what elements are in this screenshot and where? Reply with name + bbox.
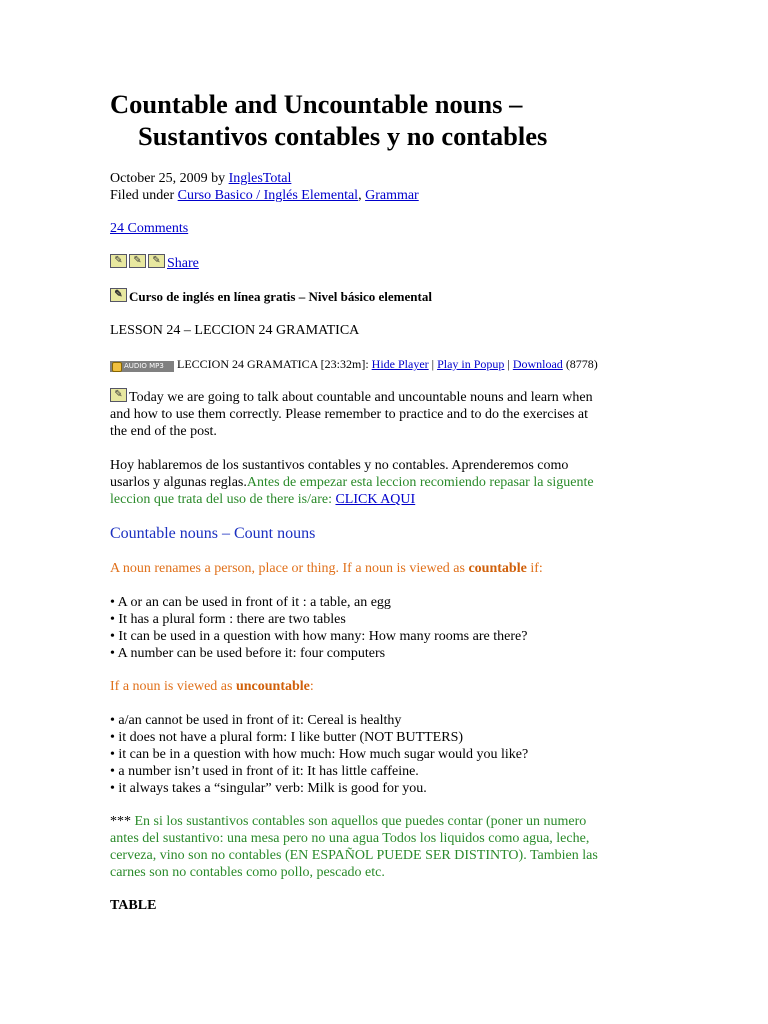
- post-date-line: [110, 170, 291, 187]
- uncountable-bullet: • a number isn’t used in front of it: It has little caffeine.: [110, 764, 419, 779]
- uncountable-bullet: • it can be in a question with how much: How much sugar would you like?: [110, 747, 529, 762]
- share-line: [110, 254, 199, 272]
- category-link-basico[interactable]: Curso Basico / Inglés Elemental: [177, 188, 359, 203]
- note-stars: ***: [110, 814, 131, 829]
- intro-en-line3: the end of the post.: [110, 424, 217, 439]
- intro-es-line2: [110, 474, 594, 491]
- share-icon[interactable]: ✎: [148, 254, 165, 268]
- countable-bullet: • It can be used in a question with how many: How many rooms are there?: [110, 629, 528, 644]
- note-line1: [110, 813, 586, 830]
- audio-player-line: [110, 357, 598, 372]
- table-heading: TABLE: [110, 898, 157, 913]
- uncountable-intro-post: :: [309, 679, 314, 694]
- hide-player-link[interactable]: Hide Player: [371, 357, 429, 371]
- intro-es-green2: Antes de empezar esta leccion recomiendo repasar la siguente: [246, 475, 594, 490]
- article-title-line2: Sustantivos contables y no contables: [138, 121, 548, 151]
- filed-under-line: [110, 187, 419, 204]
- share-icon[interactable]: ✎: [129, 254, 146, 268]
- intro-es-line3: [110, 491, 415, 508]
- share-link[interactable]: Share: [167, 256, 199, 271]
- countable-intro-post: if:: [526, 561, 543, 576]
- pencil-icon: ✎: [110, 288, 127, 302]
- countable-intro: [110, 560, 543, 577]
- audio-mp3-icon[interactable]: AUDIO MP3: [110, 361, 174, 372]
- intro-es-green3: leccion que trata del uso de there is/are:: [110, 492, 336, 507]
- note-line3: cerveza, vino son no contables (EN ESPAÑOL PUEDE SER DISTINTO). Tambien las: [110, 848, 598, 863]
- play-popup-link[interactable]: Play in Popup: [437, 357, 505, 371]
- countable-bullet: • A number can be used before it: four computers: [110, 646, 386, 661]
- lesson-title: LESSON 24 – LECCION 24 GRAMATICA: [110, 323, 360, 338]
- uncountable-intro: [110, 678, 314, 695]
- countable-intro-bold: countable: [468, 561, 527, 576]
- download-link[interactable]: Download: [512, 357, 563, 371]
- course-heading-text: Curso de inglés en línea gratis – Nivel básico elemental: [129, 289, 432, 304]
- audio-track-name: LECCION 24 GRAMATICA [23:32m]:: [177, 357, 372, 371]
- countable-bullet: • A or an can be used in front of it : a table, an egg: [110, 595, 391, 610]
- uncountable-intro-pre: If a noun is viewed as: [110, 679, 236, 694]
- click-aqui-link[interactable]: CLICK AQUI: [335, 492, 416, 507]
- countable-intro-pre: A noun renames a person, place or thing. If a noun is viewed as: [110, 561, 469, 576]
- audio-separator: |: [504, 357, 513, 371]
- post-date: October 25, 2009 by: [110, 171, 229, 186]
- uncountable-bullet: • a/an cannot be used in front of it: Cereal is healthy: [110, 713, 402, 728]
- author-link[interactable]: InglesTotal: [228, 171, 292, 186]
- intro-en-line1: [110, 388, 593, 406]
- category-link-grammar[interactable]: Grammar: [365, 188, 419, 203]
- comments-link[interactable]: 24 Comments: [110, 221, 189, 236]
- download-count: (8778): [562, 357, 598, 371]
- share-icon[interactable]: ✎: [110, 254, 127, 268]
- countable-bullet: • It has a plural form : there are two tables: [110, 612, 346, 627]
- filed-under-label: Filed under: [110, 188, 178, 203]
- course-heading: [110, 288, 432, 305]
- uncountable-intro-bold: uncountable: [235, 679, 310, 694]
- note-line4: carnes son no contables como pollo, pescado etc.: [110, 865, 385, 880]
- intro-en-line2: and how to use them correctly. Please remember to practice and to do the exercises at: [110, 407, 589, 422]
- intro-es-text2: usarlos y algunas reglas.: [110, 475, 247, 490]
- uncountable-bullet: • it always takes a “singular” verb: Milk is good for you.: [110, 781, 427, 796]
- comments-line: [110, 220, 188, 237]
- intro-en-text1: Today we are going to talk about countable and uncountable nouns and learn when: [129, 390, 593, 405]
- countable-heading: Countable nouns – Count nouns: [110, 525, 316, 542]
- note-text1: En si los sustantivos contables son aquellos que puedes contar (poner un numero: [131, 814, 587, 829]
- intro-es-line1: Hoy hablaremos de los sustantivos contables y no contables. Aprenderemos como: [110, 458, 569, 473]
- uncountable-bullet: • it does not have a plural form: I like butter (NOT BUTTERS): [110, 730, 464, 745]
- note-line2: antes del sustantivo: una mesa pero no una agua Todos los liquidos como agua, leche,: [110, 831, 590, 846]
- article-title-line1: Countable and Uncountable nouns –: [110, 89, 523, 119]
- category-separator: ,: [358, 188, 362, 203]
- pencil-icon: ✎: [110, 388, 127, 402]
- audio-separator: |: [428, 357, 438, 371]
